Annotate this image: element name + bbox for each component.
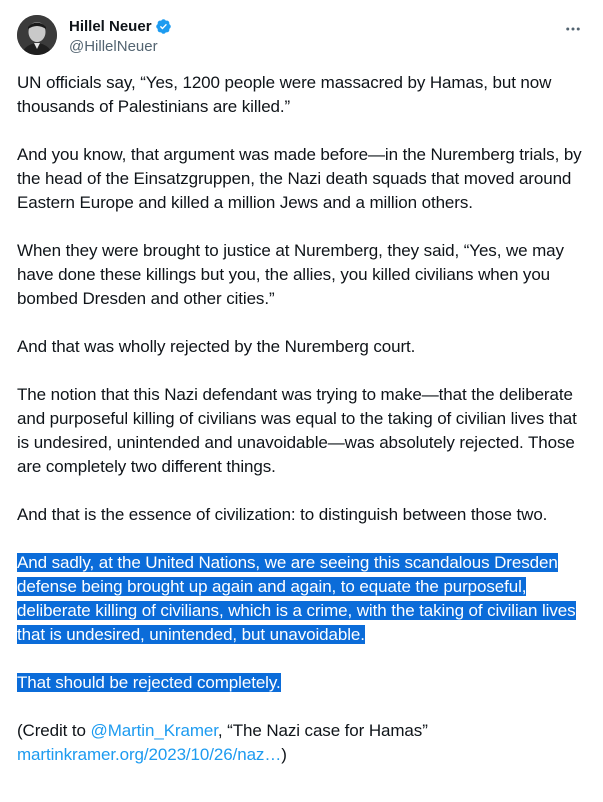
more-horizontal-icon[interactable] xyxy=(563,19,583,39)
mention-link[interactable]: @Martin_Kramer xyxy=(90,721,218,740)
author-names xyxy=(69,16,172,57)
article-link[interactable]: martinkramer.org/2023/10/26/naz… xyxy=(17,745,282,764)
author-display-name[interactable]: Hillel Neuer xyxy=(69,17,152,35)
avatar-image xyxy=(17,15,57,55)
display-name-row xyxy=(69,16,172,36)
credit-middle: , “The Nazi case for Hamas” xyxy=(217,721,428,740)
selected-text: And sadly, at the United Nations, we are seeing this scandalous Dresden defense being brought up again and again, to equate the purposeful, deliberate killing of civilians, which is a crime, with the taking of civilian lives that is undesired, unintended, but unavoidable. xyxy=(17,553,576,644)
highlighted-paragraph xyxy=(17,551,583,647)
avatar[interactable] xyxy=(17,15,57,55)
credit-prefix: (Credit to xyxy=(17,721,91,740)
tweet-header xyxy=(17,13,587,57)
credit-paragraph xyxy=(17,719,583,767)
tweet-paragraph: And you know, that argument was made before—in the Nuremberg trials, by the head of the Einsatzgruppen, the Nazi death squads that moved around Eastern Europe and killed a million Jews and a million others. xyxy=(17,145,582,212)
selected-text: That should be rejected completely. xyxy=(17,673,281,692)
tweet-paragraph: The notion that this Nazi defendant was trying to make—that the deliberate and purposeful killing of civilians was equal to the taking of civilian lives that is undesired, unintended and unavoidable—was absolutely rejected. Those are completely two different things. xyxy=(17,385,577,476)
tweet-text xyxy=(17,71,583,791)
tweet-paragraph: UN officials say, “Yes, 1200 people were massacred by Hamas, but now thousands of Palestinians are killed.” xyxy=(17,73,552,116)
credit-suffix: ) xyxy=(281,745,287,764)
tweet-paragraph: When they were brought to justice at Nuremberg, they said, “Yes, we may have done these killings but you, the allies, you killed civilians when you bombed Dresden and other cities.” xyxy=(17,241,564,308)
verified-badge-icon xyxy=(155,18,172,35)
tweet-paragraph: And that was wholly rejected by the Nuremberg court. xyxy=(17,337,416,356)
highlighted-paragraph xyxy=(17,671,583,695)
tweet-paragraph: And that is the essence of civilization: to distinguish between those two. xyxy=(17,505,548,524)
author-handle[interactable]: @HillelNeuer xyxy=(69,38,158,55)
